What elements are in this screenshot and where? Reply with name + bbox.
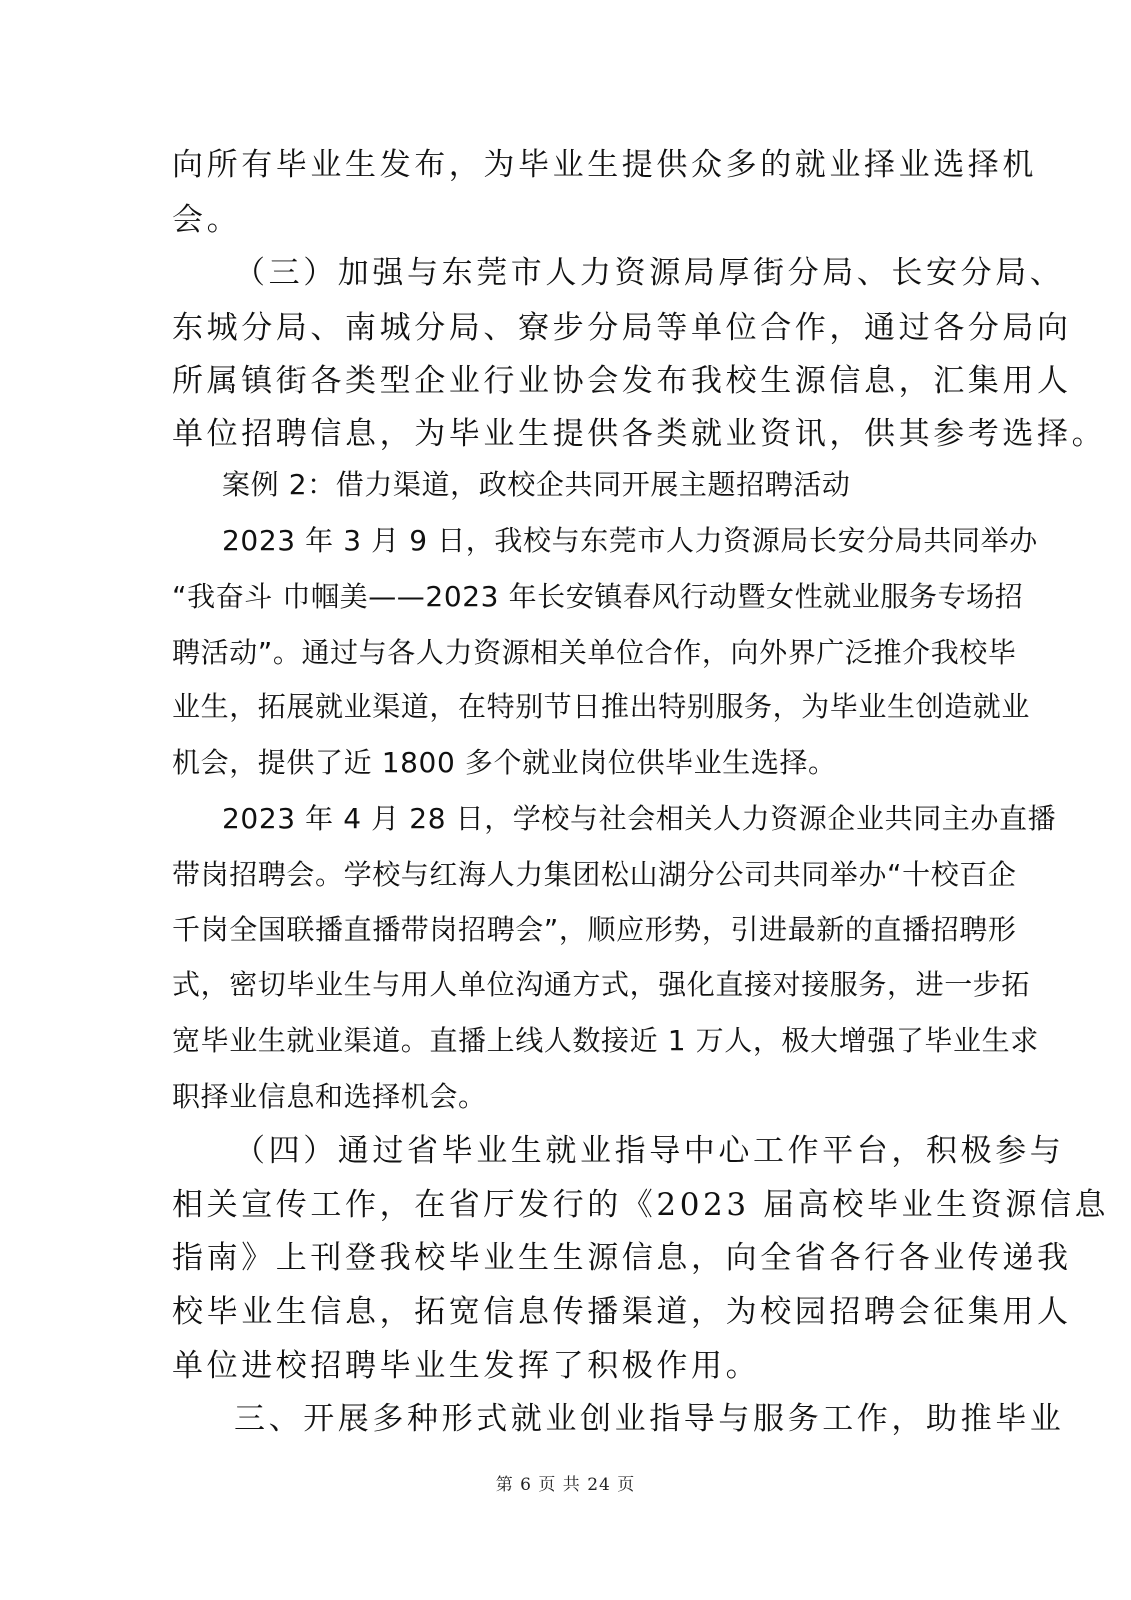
text-line: 单位进校招聘毕业生发挥了积极作用。 xyxy=(172,1348,761,1384)
section-heading-3: （三）加强与东莞市人力资源局厚街分局、长安分局、 xyxy=(234,255,1065,291)
text-line: 2023 年 4 月 28 日，学校与社会相关人力资源企业共同主办直播 xyxy=(222,802,1057,835)
text-line: 校毕业生信息，拓宽信息传播渠道，为校园招聘会征集用人 xyxy=(172,1294,1072,1330)
text-line: 东城分局、南城分局、寮步分局等单位合作，通过各分局向 xyxy=(172,310,1072,346)
text-line: 会。 xyxy=(172,202,242,238)
text-line: 带岗招聘会。学校与红海人力集团松山湖分公司共同举办“十校百企 xyxy=(172,858,1017,891)
text-line: 宽毕业生就业渠道。直播上线人数接近 1 万人，极大增强了毕业生求 xyxy=(172,1024,1039,1057)
text-line: 式，密切毕业生与用人单位沟通方式，强化直接对接服务，进一步拓 xyxy=(172,968,1031,1001)
text-line: 所属镇街各类型企业行业协会发布我校生源信息，汇集用人 xyxy=(172,363,1072,399)
section-heading-4: （四）通过省毕业生就业指导中心工作平台，积极参与 xyxy=(234,1133,1065,1169)
text-line: 向所有毕业生发布，为毕业生提供众多的就业择业选择机 xyxy=(172,147,1037,183)
text-line: “我奋斗 巾帼美——2023 年长安镇春风行动暨女性就业服务专场招 xyxy=(172,580,1024,613)
text-line: 2023 年 3 月 9 日，我校与东莞市人力资源局长安分局共同举办 xyxy=(222,524,1038,557)
case-heading: 案例 2：借力渠道，政校企共同开展主题招聘活动 xyxy=(222,468,851,501)
text-line: 业生，拓展就业渠道，在特别节日推出特别服务，为毕业生创造就业 xyxy=(172,690,1031,723)
page-number-footer: 第 6 页 共 24 页 xyxy=(495,1475,636,1495)
text-line: 单位招聘信息，为毕业生提供各类就业资讯，供其参考选择。 xyxy=(172,416,1107,452)
text-line: 相关宣传工作，在省厅发行的《2023 届高校毕业生资源信息 xyxy=(172,1187,1110,1223)
text-line: 聘活动”。通过与各人力资源相关单位合作，向外界广泛推介我校毕 xyxy=(172,636,1017,669)
text-line: 指南》上刊登我校毕业生生源信息，向全省各行各业传递我 xyxy=(172,1240,1072,1276)
text-line: 职择业信息和选择机会。 xyxy=(172,1080,487,1113)
chapter-heading-3: 三、开展多种形式就业创业指导与服务工作，助推毕业 xyxy=(234,1401,1065,1437)
text-line: 机会，提供了近 1800 多个就业岗位供毕业生选择。 xyxy=(172,746,837,779)
text-line: 千岗全国联播直播带岗招聘会”，顺应形势，引进最新的直播招聘形 xyxy=(172,913,1017,946)
